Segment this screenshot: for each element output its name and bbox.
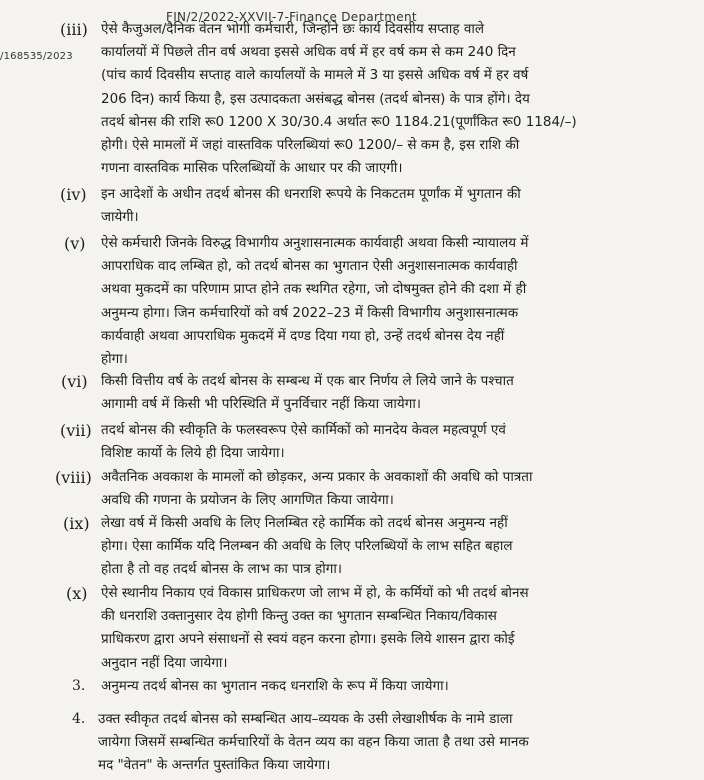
clause-text: ऐसे कर्मचारी जिनके विरुद्ध विभागीय अनुशासनात्मक कार्यवाही अथवा किसी न्यायालय में आपराधिक वाद लम्बित हो, को तदर्थ बोनस का भुगतान ऐसी अनुशासनात्मक कार्यवाही अथवा मुकदमें का परिणाम प्राप्त होने तक स्थगित रहेगा, जो दोषमुक्त होने की दशा में ही अनुमन्य होगा। जिन कर्मचारियों को वर्ष 2022–23 में किसी विभागीय अनुशासनात्मक कार्यवाही अथवा आपराधिक मुकदमें में दण्ड दिया गया हो, उन्हें तदर्थ बोनस देय नहीं होगा।: [101, 235, 529, 368]
paragraph-marker: 4.: [72, 711, 86, 727]
clause-text: किसी वित्तीय वर्ष के तदर्थ बोनस के सम्बन्ध में एक बार निर्णय ले लिये जाने के पश्चात आगामी वर्ष में किसी भी परिस्थिति में पुनर्विचार नहीं किया जायेगा।: [101, 373, 514, 413]
clause-marker: (viii): [55, 468, 92, 487]
clause-text: तदर्थ बोनस की स्वीकृति के फलस्वरूप ऐसे कार्मिकों को मानदेय केवल महत्वपूर्ण एवं विशिष्ट कार्यो के लिये ही दिया जायेगा।: [101, 422, 506, 462]
clause-text: लेखा वर्ष में किसी अवधि के लिए निलम्बित रहे कार्मिक को तदर्थ बोनस अनुमन्य नहीं होगा। ऐसा कार्मिक यदि निलम्बन की अवधि के लिए परिलब्धियों के लाभ सहित बहाल होता है तो वह तदर्थ बोनस के लाभ का पात्र होगा।: [101, 515, 513, 578]
clause-marker: (iii): [60, 20, 88, 39]
clause-marker: (vii): [60, 421, 92, 440]
clause-marker: (ix): [63, 514, 90, 533]
header-stamp: FIN/2/2022-XXVII-7-Finance Department: [166, 10, 417, 24]
paragraph-marker: 3.: [72, 678, 86, 694]
clause-text: ऐसे स्थानीय निकाय एवं विकास प्राधिकरण जो लाभ में हो, के कर्मियों को भी तदर्थ बोनस की धनराशि उक्तानुसार देय होगी किन्तु उक्त का भुगतान सम्बन्धित निकाय/विकास प्राधिकरण द्वारा अपने संसाधनों से स्वयं वहन करना होगा। इसके लिये शासन द्वारा कोई अनुदान नहीं दिया जायेगा।: [101, 585, 529, 671]
clause-text: ऐसे कैजुअल/दैनिक वेतन भोगी कर्मचारी, जिन्होंने छः कार्य दिवसीय सप्ताह वाले कार्यालयों में पिछले तीन वर्ष अथवा इससे अधिक वर्ष में हर वर्ष कम से कम 240 दिन (पांच कार्य दिवसीय सप्ताह वाले कार्यालयों के मामले में 3 या इससे अधिक वर्ष में हर वर्ष 206 दिन) कार्य किया है, इस उत्पादकता असंबद्ध बोनस (तदर्थ बोनस) के पात्र होंगे। देय तदर्थ बोनस की राशि रू0 1200 X 30/30.4 अर्थात रू0 1184.21(पूर्णांकित रू0 1184/–) होगी। ऐसे मामलों में जहां वास्तविक परिलब्धियां रू0 1200/– से कम है, इस राशि की गणना वास्तविक मासिक परिलब्धियों के आधार पर की जाएगी।: [101, 21, 577, 177]
clause-marker: (vi): [61, 372, 88, 391]
paragraph-text: उक्त स्वीकृत तदर्थ बोनस को सम्बन्धित आय–व्ययक के उसी लेखाशीर्षक के नामे डाला जायेगा जिसमें सम्बन्धित कर्मचारियों के वेतन व्यय का वहन किया जाता है तथा उसे मानक मद "वेतन" के अन्तर्गत पुस्तांकित किया जायेगा।: [98, 711, 529, 774]
clause-text: अवैतनिक अवकाश के मामलों को छोड़कर, अन्य प्रकार के अवकाशों की अवधि को पात्रता अवधि की गणना के प्रयोजन के लिए आगणित किया जायेगा।: [101, 469, 533, 509]
clause-text: इन आदेशों के अधीन तदर्थ बोनस की धनराशि रूपये के निकटतम पूर्णांक में भुगतान की जायेगी।: [101, 186, 521, 226]
clause-marker: (v): [64, 234, 86, 253]
clause-marker: (x): [66, 584, 88, 603]
paragraph-text: अनुमन्य तदर्थ बोनस का भुगतान नकद धनराशि के रूप में किया जायेगा।: [101, 678, 449, 694]
side-reference-number: /168535/2023: [0, 51, 73, 62]
clause-marker: (iv): [60, 185, 87, 204]
